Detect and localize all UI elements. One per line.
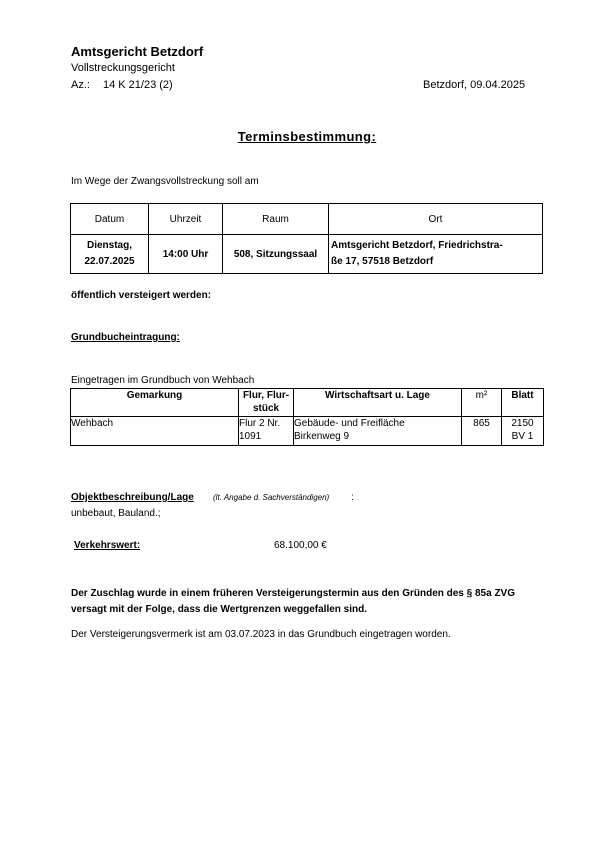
object-colon: :: [351, 492, 354, 503]
zuschlag-notice: Der Zuschlag wurde in einem früheren Versteigerungstermin aus den Gründen des § 85a ZVG versagt mit der Folge, dass die Wertgrenzen weggefallen sind.: [71, 588, 516, 615]
cell-area: 865: [462, 417, 502, 446]
cell-blatt: [502, 417, 544, 446]
header-place: Ort: [329, 204, 543, 235]
land-register-row: [71, 417, 544, 446]
cell-wirtschaftsart-line1: Gebäude- und Freifläche: [294, 418, 405, 429]
intro-text: Im Wege der Zwangsvollstreckung soll am: [71, 176, 259, 187]
court-department: Vollstreckungsgericht: [71, 62, 175, 74]
header-room: Raum: [223, 204, 329, 235]
cell-wirtschaftsart: [294, 417, 462, 446]
vermerk-notice: Der Versteigerungsvermerk ist am 03.07.2023 in das Grundbuch eingetragen worden.: [71, 629, 451, 640]
appointment-header-row: [71, 204, 543, 235]
header-time: Uhrzeit: [149, 204, 223, 235]
cell-flur-line1: Flur 2 Nr.: [239, 418, 281, 429]
header-date: Datum: [71, 204, 149, 235]
place-and-date: Betzdorf, 09.04.2025: [423, 79, 526, 91]
market-value-label: Verkehrswert:: [74, 540, 141, 551]
object-heading: Objektbeschreibung/Lage: [71, 492, 194, 503]
appointment-room: 508, Sitzungssaal: [223, 235, 329, 274]
cell-gemarkung: Wehbach: [71, 417, 239, 446]
cell-flur: [239, 417, 294, 446]
cell-flur-line2: 1091: [239, 431, 262, 442]
header-gemarkung: Gemarkung: [71, 389, 239, 417]
market-value: 68.100,00 €: [274, 540, 327, 551]
land-register-header-row: [71, 389, 544, 417]
header-blatt: Blatt: [502, 389, 544, 417]
cell-blatt-line2: BV 1: [511, 431, 534, 442]
appointment-place-line1: Amtsgericht Betzdorf, Friedrichstra-: [331, 240, 503, 251]
land-register-table: [70, 388, 544, 446]
header-flur: [239, 389, 294, 417]
object-description: unbebaut, Bauland.;: [71, 508, 161, 519]
appointment-place-line2: ße 17, 57518 Betzdorf: [331, 256, 434, 267]
land-register-intro: Eingetragen im Grundbuch von Wehbach: [71, 375, 255, 386]
document-title: Terminsbestimmung:: [237, 129, 377, 144]
appointment-place: [329, 235, 543, 274]
header-flur-line2: stück: [252, 403, 280, 414]
land-register-heading: Grundbucheintragung:: [71, 332, 180, 343]
appointment-weekday: Dienstag,: [86, 240, 132, 251]
cell-blatt-line1: 2150: [511, 418, 534, 429]
object-note: (lt. Angabe d. Sachverständigen): [213, 493, 330, 502]
appointment-date: [71, 235, 149, 274]
header-area: m²: [462, 389, 502, 417]
case-number-label: Az.:: [71, 79, 90, 91]
header-flur-line1: Flur, Flur-: [242, 390, 290, 401]
auction-statement: öffentlich versteigert werden:: [71, 290, 212, 301]
header-wirtschaftsart: Wirtschaftsart u. Lage: [294, 389, 462, 417]
appointment-time: 14:00 Uhr: [149, 235, 223, 274]
appointment-row: [71, 235, 543, 274]
case-number: 14 K 21/23 (2): [103, 79, 173, 91]
court-name: Amtsgericht Betzdorf: [71, 44, 204, 59]
appointment-date-value: 22.07.2025: [84, 256, 135, 267]
cell-wirtschaftsart-line2: Birkenweg 9: [294, 431, 350, 442]
appointment-table: [70, 203, 543, 274]
